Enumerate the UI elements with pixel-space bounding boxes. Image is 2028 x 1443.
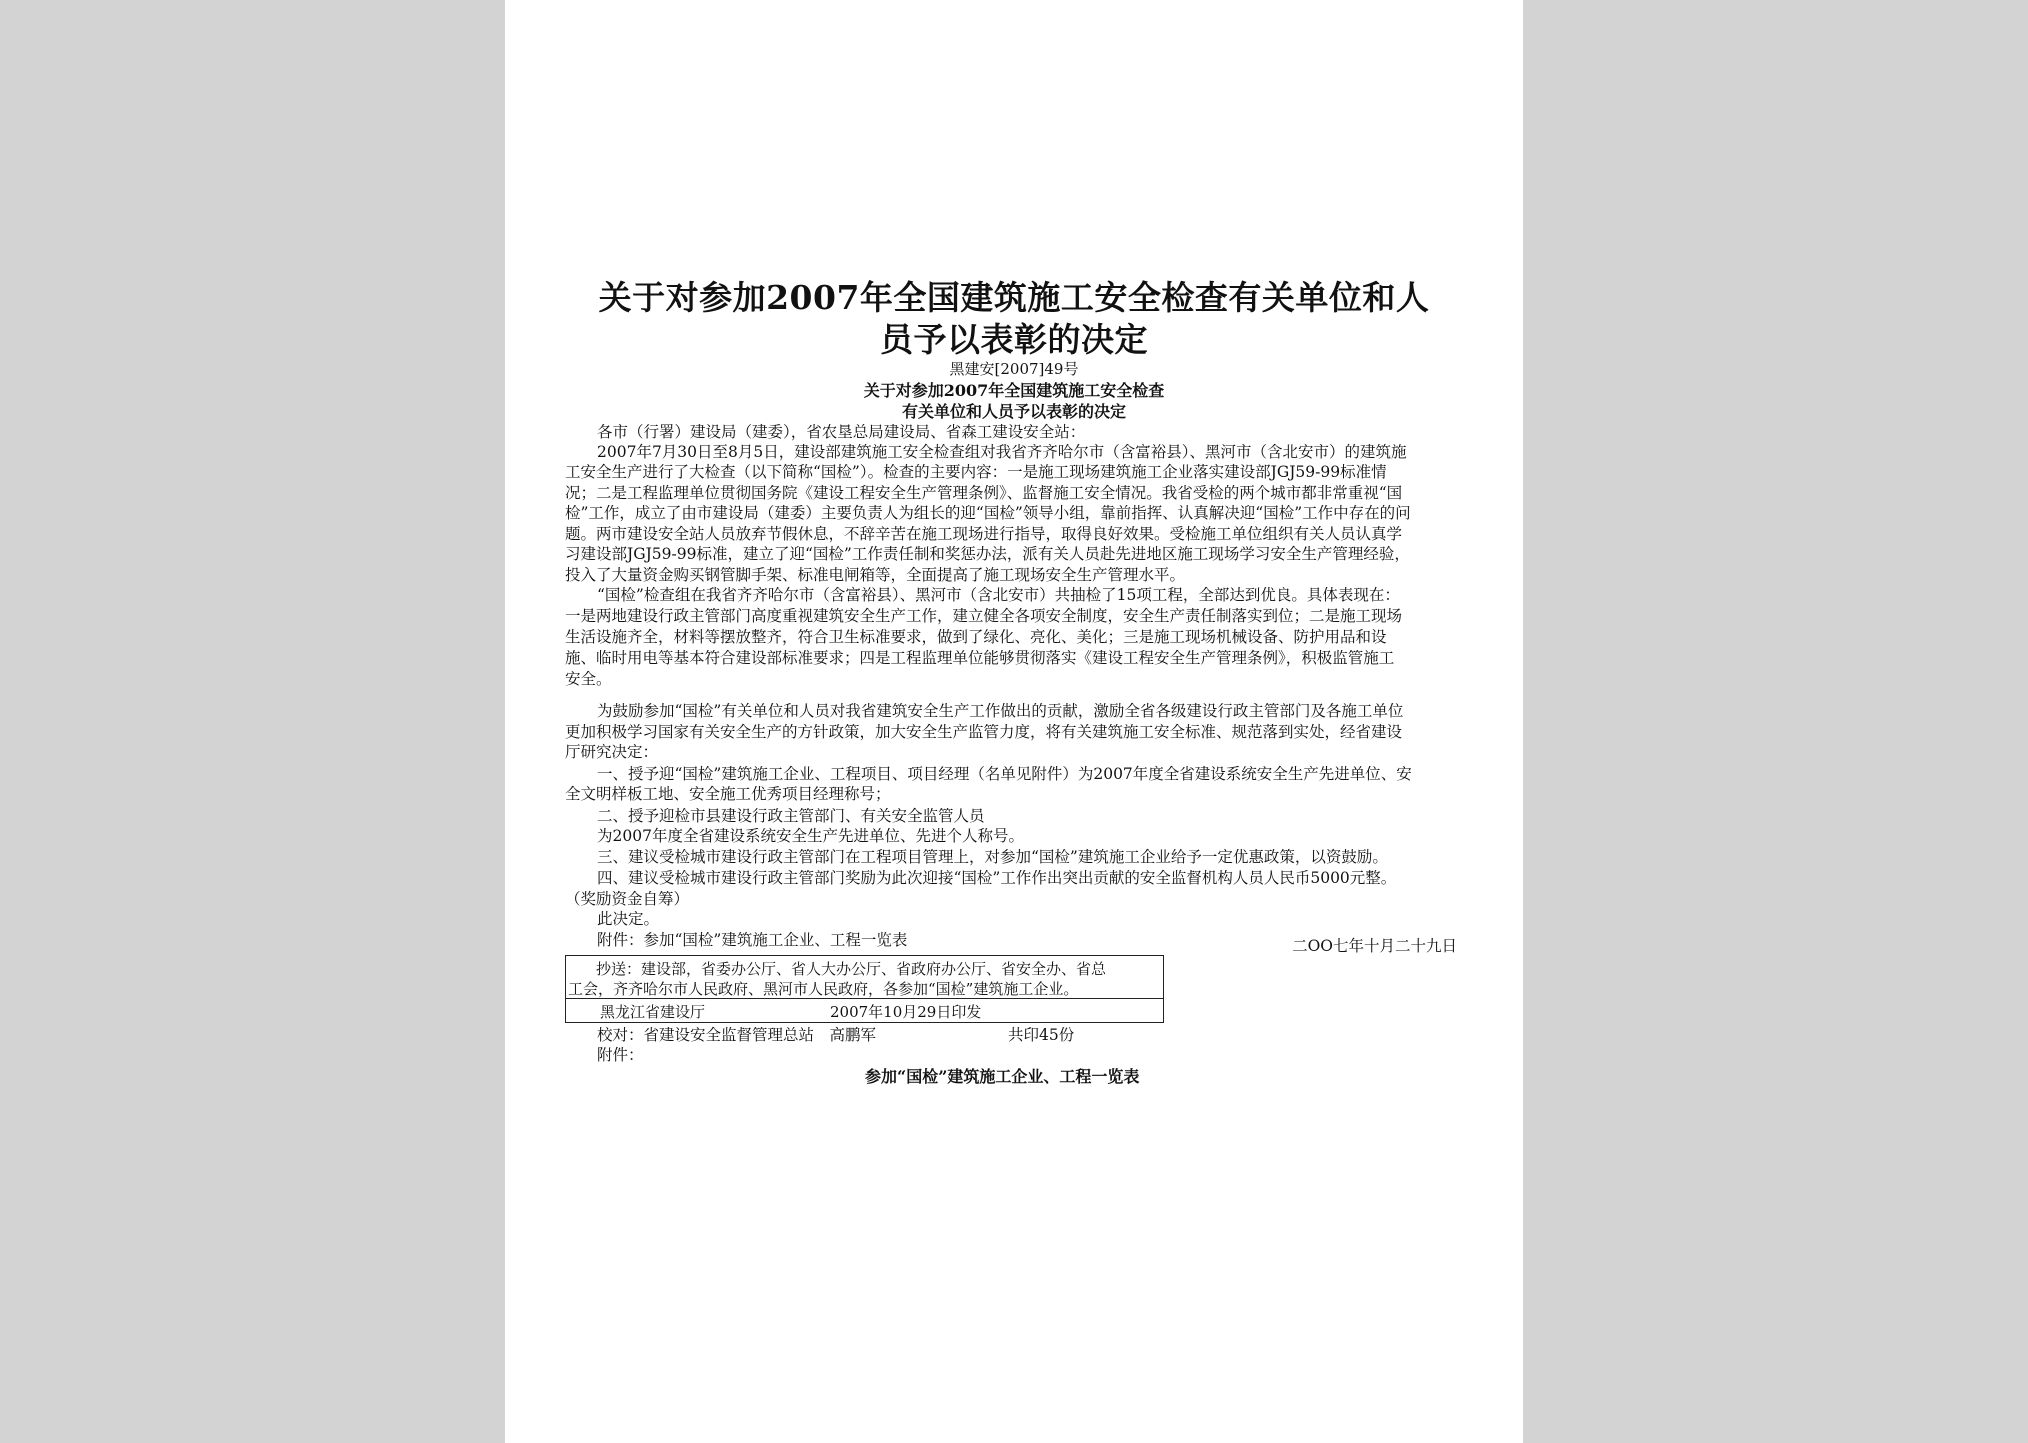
body-line: 各市（行署）建设局（建委），省农垦总局建设局、省森工建设安全站：	[597, 423, 1086, 441]
body-line: 2007年7月30日至8月5日，建设部建筑施工安全检查组对我省齐齐哈尔市（含富裕县）、黑河市（含北安市）的建筑施	[597, 443, 1407, 461]
body-line: （奖励资金自筹）	[565, 890, 690, 908]
body-line: 习建设部JGJ59-99标准，建立了迎“国检”工作责任制和奖惩办法，派有关人员赴先进地区施工现场学习安全生产管理经验，	[565, 545, 1410, 563]
proofread-line: 校对：省建设安全监督管理总站 高鹏军	[597, 1026, 877, 1044]
document-title-line-1: 关于对参加2007年全国建筑施工安全检查有关单位和人	[598, 278, 1430, 317]
document-page	[505, 0, 1523, 1443]
document-date: 二OO七年十月二十九日	[1292, 937, 1457, 955]
body-line: 题。两市建设安全站人员放弃节假休息，不辞辛苦在施工现场进行指导，取得良好效果。受检施工单位组织有关人员认真学	[565, 525, 1403, 543]
body-line: 附件：参加“国检”建筑施工企业、工程一览表	[597, 931, 908, 949]
cc-divider	[566, 998, 1163, 999]
body-line: 更加积极学习国家有关安全生产的方针政策，加大安全生产监管力度，将有关建筑施工安全标准、规范落到实处，经省建设	[565, 723, 1403, 741]
attachment-label: 附件：	[597, 1046, 644, 1064]
document-title-line-2: 员予以表彰的决定	[880, 320, 1148, 359]
body-line: 检”工作，成立了由市建设局（建委）主要负责人为组长的迎“国检”领导小组，靠前指挥、认真解决迎“国检”工作中存在的问	[565, 504, 1411, 522]
body-line: 况；二是工程监理单位贯彻国务院《建设工程安全生产管理条例》、监督施工安全情况。我省受检的两个城市都非常重视“国	[565, 484, 1403, 502]
body-line: 一、授予迎“国检”建筑施工企业、工程项目、项目经理（名单见附件）为2007年度全省建设系统安全生产先进单位、安	[597, 765, 1412, 783]
cc-box	[565, 955, 1164, 1023]
body-line: 此决定。	[597, 910, 660, 928]
body-line: 安全。	[565, 670, 612, 688]
cc-line-2: 工会，齐齐哈尔市人民政府、黑河市人民政府，各参加“国检”建筑施工企业。	[568, 980, 1079, 998]
issuer: 黑龙江省建设厅	[600, 1003, 706, 1021]
subtitle-line-2: 有关单位和人员予以表彰的决定	[901, 402, 1126, 421]
print-date: 2007年10月29日印发	[830, 1003, 982, 1021]
body-line: 三、建议受检城市建设行政主管部门在工程项目管理上，对参加“国检”建筑施工企业给予一定优惠政策，以资鼓励。	[597, 848, 1388, 866]
subtitle-line-1: 关于对参加2007年全国建筑施工安全检查	[863, 381, 1165, 400]
body-line: 为鼓励参加“国检”有关单位和人员对我省建筑安全生产工作做出的贡献，激励全省各级建设行政主管部门及各施工单位	[597, 702, 1404, 720]
body-line: 为2007年度全省建设系统安全生产先进单位、先进个人称号。	[597, 827, 1024, 845]
body-line: 施、临时用电等基本符合建设部标准要求；四是工程监理单位能够贯彻落实《建设工程安全生产管理条例》，积极监管施工	[565, 649, 1395, 667]
body-line: “国检”检查组在我省齐齐哈尔市（含富裕县）、黑河市（含北安市）共抽检了15项工程，全部达到优良。具体表现在：	[597, 586, 1400, 604]
body-line: 厅研究决定：	[565, 743, 659, 761]
body-line: 一是两地建设行政主管部门高度重视建筑安全生产工作，建立健全各项安全制度，安全生产责任制落实到位；二是施工现场	[565, 607, 1403, 625]
body-line: 投入了大量资金购买钢管脚手架、标准电闸箱等，全面提高了施工现场安全生产管理水平。	[565, 566, 1186, 584]
body-line: 生活设施齐全，材料等摆放整齐，符合卫生标准要求，做到了绿化、亮化、美化；三是施工现场机械设备、防护用品和设	[565, 628, 1387, 646]
attachment-title: 参加“国检”建筑施工企业、工程一览表	[865, 1067, 1140, 1086]
body-line: 工安全生产进行了大检查（以下简称“国检”）。检查的主要内容：一是施工现场建筑施工企业落实建设部JGJ59-99标准情	[565, 463, 1387, 481]
body-line: 全文明样板工地、安全施工优秀项目经理称号；	[565, 785, 891, 803]
copies-count: 共印45份	[1008, 1026, 1075, 1044]
body-line: 二、授予迎检市县建设行政主管部门、有关安全监管人员	[597, 807, 985, 825]
document-number: 黑建安[2007]49号	[949, 360, 1079, 378]
body-line: 四、建议受检城市建设行政主管部门奖励为此次迎接“国检”工作作出突出贡献的安全监督机构人员人民币5000元整。	[597, 869, 1397, 887]
cc-line-1: 抄送：建设部，省委办公厅、省人大办公厅、省政府办公厅、省安全办、省总	[596, 960, 1107, 978]
